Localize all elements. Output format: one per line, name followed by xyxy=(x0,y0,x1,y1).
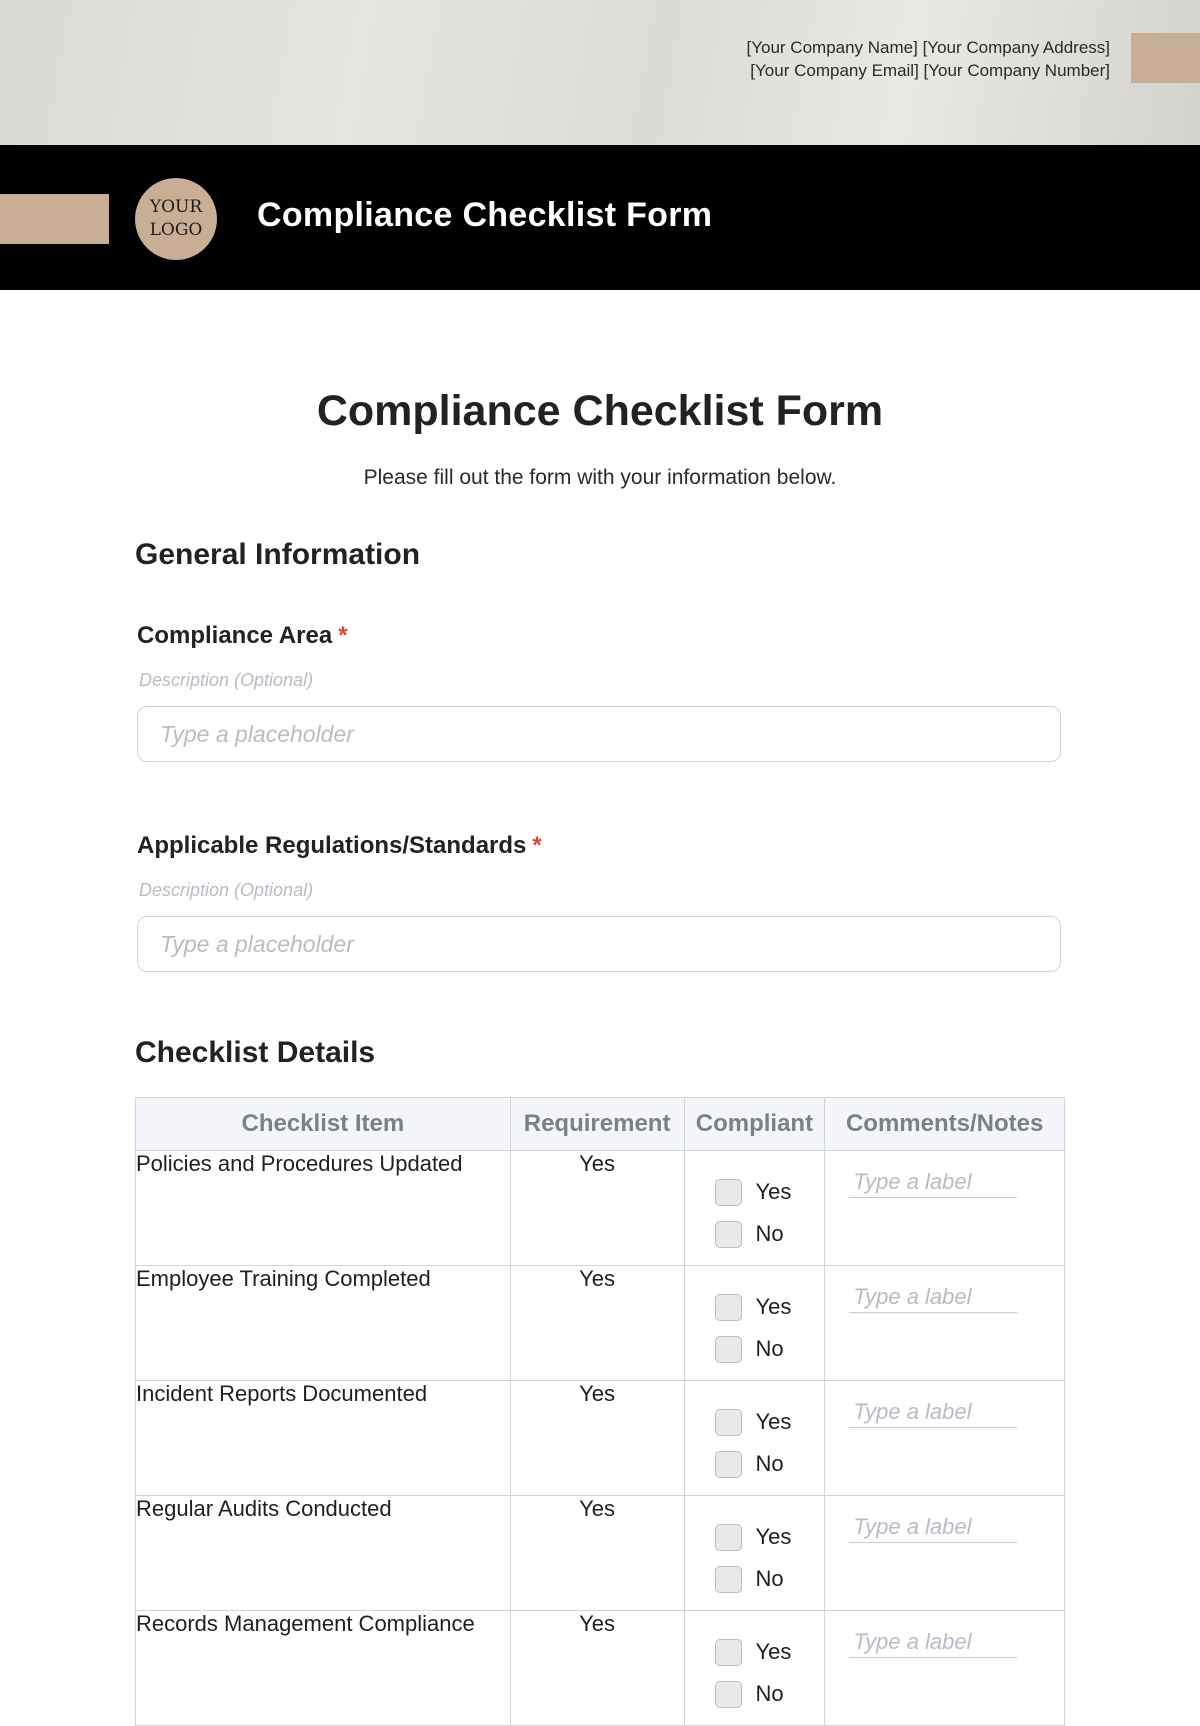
compliant-yes-option[interactable] xyxy=(685,1171,825,1213)
band-title: Compliance Checklist Form xyxy=(257,196,713,234)
comment-field[interactable]: Type a label xyxy=(849,1399,1017,1428)
compliant-yes-option[interactable] xyxy=(685,1516,825,1558)
requirement-cell: Yes xyxy=(510,1151,684,1266)
compliant-yes-checkbox[interactable] xyxy=(715,1179,742,1206)
comment-field[interactable]: Type a label xyxy=(849,1169,1017,1198)
compliant-cell xyxy=(684,1496,825,1611)
form-subtitle: Please fill out the form with your information below. xyxy=(363,466,837,489)
compliant-yes-checkbox[interactable] xyxy=(715,1639,742,1666)
compliant-cell xyxy=(684,1266,825,1381)
required-marker: * xyxy=(338,622,348,649)
checklist-item-cell: Employee Training Completed xyxy=(136,1266,511,1381)
company-info xyxy=(747,36,1111,82)
comments-cell xyxy=(825,1381,1065,1496)
comment-field[interactable]: Type a label xyxy=(849,1284,1017,1313)
decor-block-left xyxy=(0,194,109,244)
required-marker: * xyxy=(532,832,542,859)
general-information-heading: General Information xyxy=(135,538,421,571)
compliant-yes-label: Yes xyxy=(755,1179,792,1204)
checklist-table xyxy=(135,1097,1065,1726)
requirement-cell: Yes xyxy=(510,1266,684,1381)
compliant-yes-option[interactable] xyxy=(685,1631,825,1673)
compliant-no-option[interactable] xyxy=(685,1443,825,1485)
compliant-yes-checkbox[interactable] xyxy=(715,1524,742,1551)
compliance-area-description: Description (Optional) xyxy=(139,670,314,690)
compliant-no-option[interactable] xyxy=(685,1673,825,1715)
comments-cell xyxy=(825,1496,1065,1611)
regulations-input[interactable] xyxy=(137,916,1061,972)
compliant-no-label: No xyxy=(755,1566,784,1591)
checklist-item-cell: Incident Reports Documented xyxy=(136,1381,511,1496)
company-line-1: [Your Company Name] [Your Company Address] xyxy=(746,38,1110,57)
compliant-yes-checkbox[interactable] xyxy=(715,1409,742,1436)
comment-field[interactable]: Type a label xyxy=(849,1629,1017,1658)
compliant-yes-label: Yes xyxy=(755,1294,792,1319)
comments-cell xyxy=(825,1611,1065,1726)
compliant-no-checkbox[interactable] xyxy=(715,1336,742,1363)
compliant-no-option[interactable] xyxy=(685,1558,825,1600)
logo-line-2: LOGO xyxy=(149,220,203,240)
table-row xyxy=(136,1611,1065,1726)
company-line-2: [Your Company Email] [Your Company Number] xyxy=(750,61,1110,80)
requirement-cell: Yes xyxy=(510,1381,684,1496)
compliant-cell xyxy=(684,1151,825,1266)
compliant-yes-label: Yes xyxy=(755,1639,792,1664)
checklist-item-cell: Records Management Compliance xyxy=(136,1611,511,1726)
compliant-yes-option[interactable] xyxy=(685,1286,825,1328)
compliant-no-option[interactable] xyxy=(685,1328,825,1370)
compliance-area-label xyxy=(137,622,348,650)
compliant-cell xyxy=(684,1381,825,1496)
form-title: Compliance Checklist Form xyxy=(316,387,884,435)
compliant-no-checkbox[interactable] xyxy=(715,1451,742,1478)
compliant-yes-checkbox[interactable] xyxy=(715,1294,742,1321)
compliance-area-input[interactable] xyxy=(137,706,1061,762)
table-row xyxy=(136,1266,1065,1381)
regulations-label xyxy=(137,832,542,860)
compliant-no-checkbox[interactable] xyxy=(715,1221,742,1248)
compliant-yes-label: Yes xyxy=(755,1409,792,1434)
regulations-label-text: Applicable Regulations/Standards xyxy=(137,832,527,859)
table-row xyxy=(136,1496,1065,1611)
compliant-no-label: No xyxy=(755,1221,784,1246)
comments-cell xyxy=(825,1151,1065,1266)
checklist-item-cell: Policies and Procedures Updated xyxy=(136,1151,511,1266)
regulations-description: Description (Optional) xyxy=(139,880,314,900)
requirement-cell: Yes xyxy=(510,1611,684,1726)
requirement-cell: Yes xyxy=(510,1496,684,1611)
checklist-details-heading: Checklist Details xyxy=(135,1036,376,1069)
compliant-yes-label: Yes xyxy=(755,1524,792,1549)
table-row xyxy=(136,1381,1065,1496)
compliant-no-option[interactable] xyxy=(685,1213,825,1255)
column-header-compliant: Compliant xyxy=(684,1098,825,1151)
column-header-comments: Comments/Notes xyxy=(825,1098,1065,1151)
compliant-no-checkbox[interactable] xyxy=(715,1681,742,1708)
comments-cell xyxy=(825,1266,1065,1381)
compliant-no-label: No xyxy=(755,1451,784,1476)
compliant-cell xyxy=(684,1611,825,1726)
logo-line-1: YOUR xyxy=(149,197,203,217)
comment-field[interactable]: Type a label xyxy=(849,1514,1017,1543)
column-header-requirement: Requirement xyxy=(510,1098,684,1151)
column-header-checklist-item: Checklist Item xyxy=(136,1098,511,1151)
checklist-item-cell: Regular Audits Conducted xyxy=(136,1496,511,1611)
table-header-row xyxy=(136,1098,1065,1151)
compliant-yes-option[interactable] xyxy=(685,1401,825,1443)
compliant-no-label: No xyxy=(755,1681,784,1706)
compliant-no-label: No xyxy=(755,1336,784,1361)
compliance-area-label-text: Compliance Area xyxy=(137,622,333,649)
compliant-no-checkbox[interactable] xyxy=(715,1566,742,1593)
decor-block-right xyxy=(1131,33,1200,83)
company-logo xyxy=(135,178,217,260)
table-row xyxy=(136,1151,1065,1266)
